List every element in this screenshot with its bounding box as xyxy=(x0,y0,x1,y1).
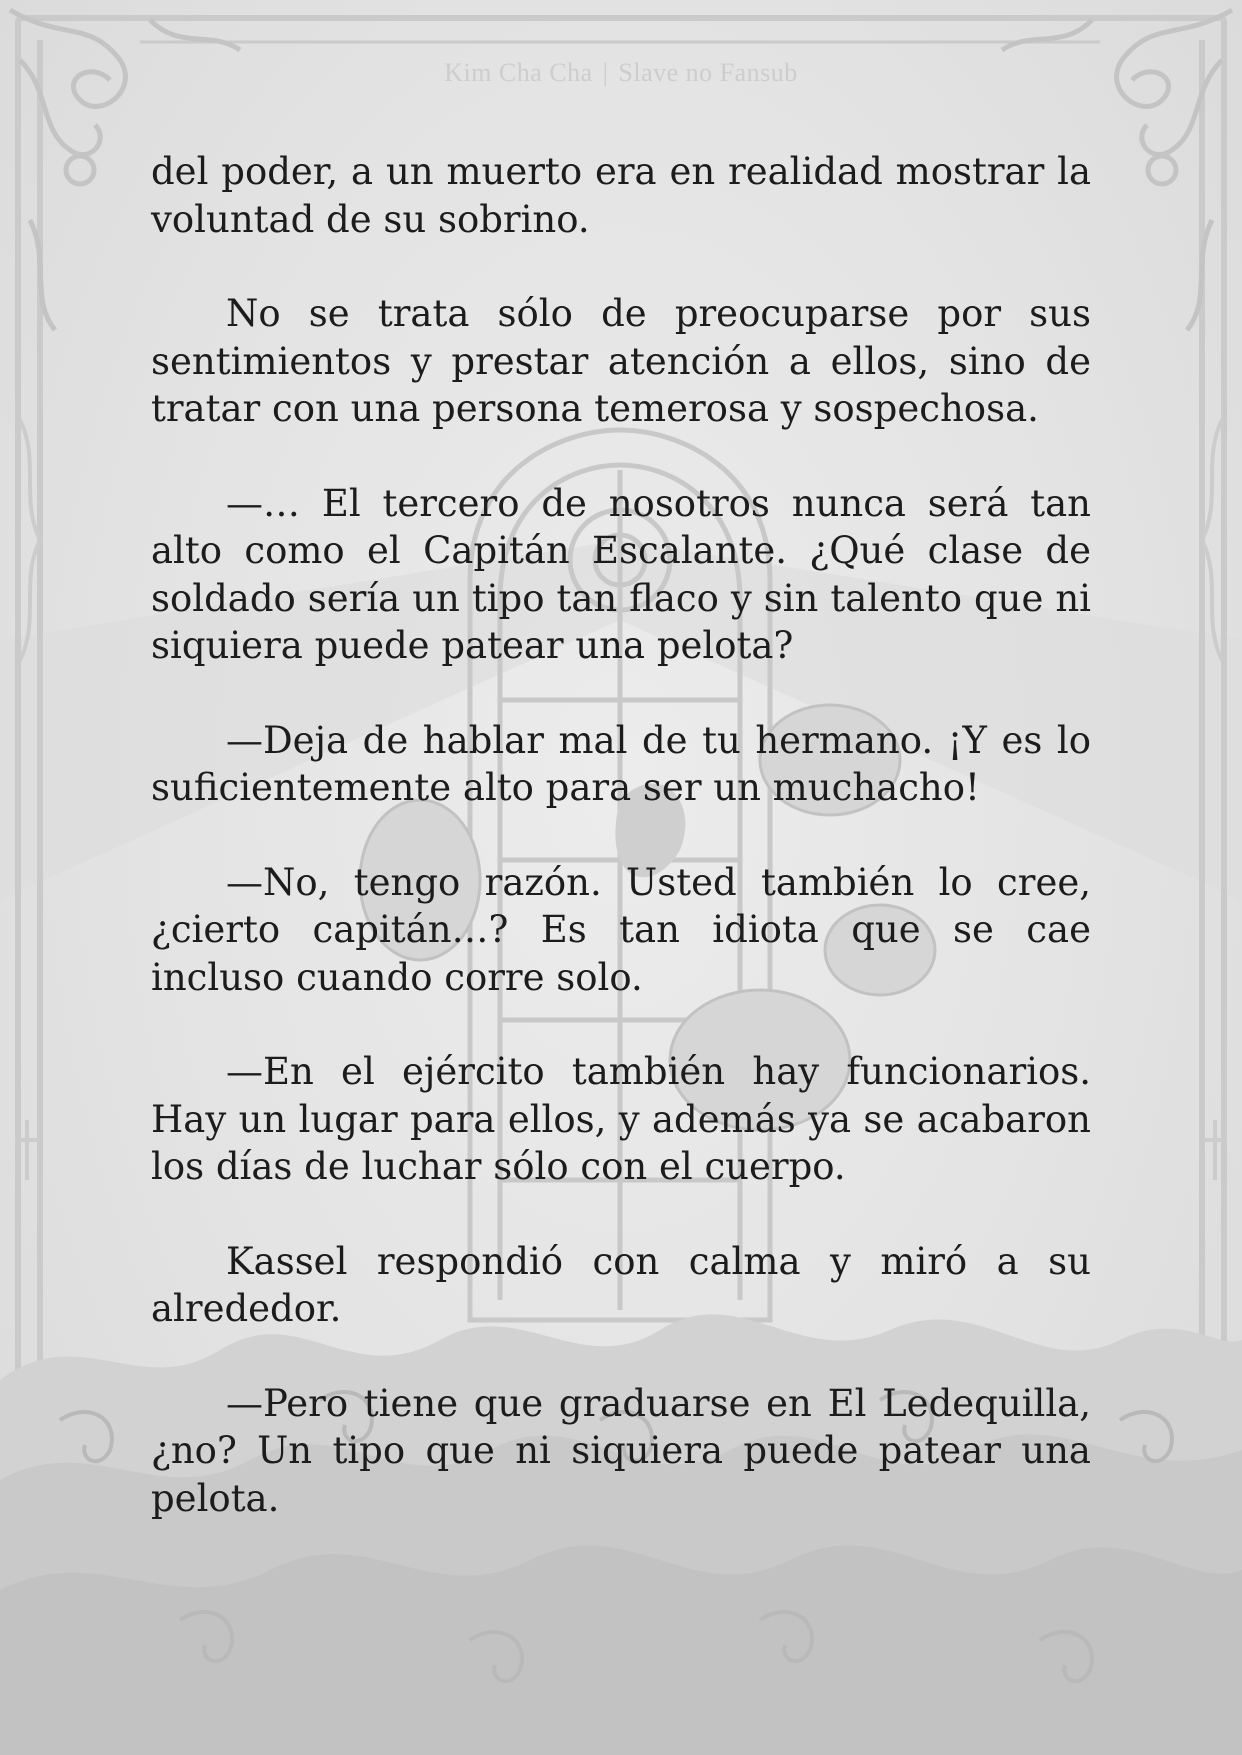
header-author: Kim Cha Cha xyxy=(444,58,593,87)
body-text xyxy=(151,148,1091,1569)
header-separator: | xyxy=(602,58,609,87)
header-group: Slave no Fansub xyxy=(618,58,798,87)
paragraph: —Pero tiene que graduarse en El Ledequilla, ¿no? Un tipo que ni siquiera puede patear una pelota. xyxy=(151,1381,1091,1520)
paragraph: —… El tercero de nosotros nunca será tan alto como el Capitán Escalante. ¿Qué clase de soldado sería un tipo tan flaco y sin talento que ni siquiera puede patear una pelota? xyxy=(151,481,1091,667)
paragraph: —No, tengo razón. Usted también lo cree, ¿cierto capitán…? Es tan idiota que se cae incluso cuando corre solo. xyxy=(151,860,1091,999)
paragraph: Kassel respondió con calma y miró a su alrededor. xyxy=(151,1239,1091,1330)
paragraph: —En el ejército también hay funcionarios. Hay un lugar para ellos, y además ya se acabaron los días de luchar sólo con el cuerpo. xyxy=(151,1050,1091,1188)
paragraph: No se trata sólo de preocuparse por sus sentimientos y prestar atención a ellos, sino de tratar con una persona temerosa y sospechosa. xyxy=(151,292,1091,430)
paragraph: del poder, a un muerto era en realidad mostrar la voluntad de su sobrino. xyxy=(151,150,1091,241)
paragraph: —Deja de hablar mal de tu hermano. ¡Y es lo suficientemente alto para ser un muchacho! xyxy=(151,718,1091,809)
page-header xyxy=(0,58,1242,88)
